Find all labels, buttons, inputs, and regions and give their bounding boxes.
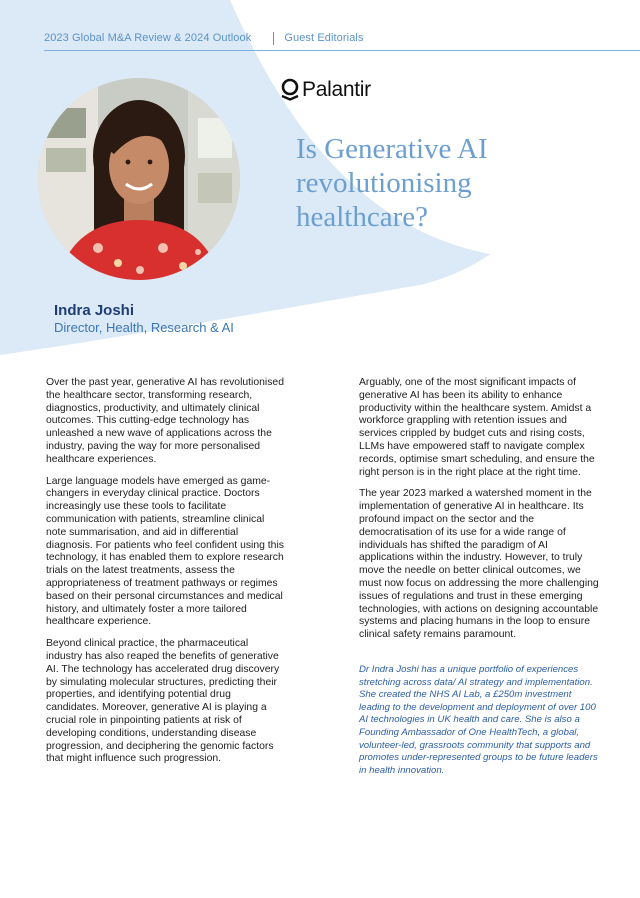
article-headline <box>296 132 596 234</box>
headline-line-1: Is Generative AI <box>296 133 488 165</box>
headline-line-2: revolutionising <box>296 167 472 199</box>
body-column-right <box>359 377 599 651</box>
section-title: Guest Editorials <box>284 32 364 44</box>
logo-wordmark: Palantir <box>302 78 371 101</box>
header-divider <box>273 32 274 45</box>
author-name: Indra Joshi <box>54 302 135 319</box>
running-header <box>44 30 364 46</box>
palantir-logo <box>280 78 371 102</box>
author-bio: Dr Indra Joshi has a unique portfolio of experiences stretching across data/ AI strategy and implementation. She created the NHS AI Lab, a £250m investment leading to the development and deployment of over 100 AI technologies in UK health and care. She is also a Founding Ambassador of One HealthTech, a global, volunteer-led, grassroots community that supports and promotes under-represented groups to be future leaders in health innovation. <box>359 664 598 776</box>
headline-line-3: healthcare? <box>296 201 429 233</box>
body-column-left <box>46 377 286 775</box>
body-paragraph: Arguably, one of the most significant impacts of generative AI has been its ability to enhance productivity within the healthcare system. Amidst a workforce grappling with retention issues and services crippled by budget cuts and rising costs, LLMs have empowered staff to navigate complex records, optimise smart scheduling, and ensure the right person is in the right place at the right time. <box>359 377 595 478</box>
body-paragraph: The year 2023 marked a watershed moment in the implementation of generative AI in healthcare. Its profound impact on the sector and the democratisation of its use for a wide range of individuals has shifted the paradigm of AI applications within the industry. However, to truly move the needle on better clinical outcomes, we must now focus on addressing the more challenging issues of regulations and trust in these emerging technologies, with actions on designing accountable systems and placing humans in the loop to ensure clinical safety remains paramount. <box>359 488 599 641</box>
author-role: Director, Health, Research & AI <box>54 320 234 335</box>
palantir-logo-icon <box>280 78 300 102</box>
body-paragraph: Beyond clinical practice, the pharmaceutical industry has also reaped the benefits of generative AI. The technology has accelerated drug discovery by simulating molecular structures, predicting their properties, and identifying potential drug candidates. Moreover, generative AI is playing a crucial role in pinpointing patients at risk of developing conditions, understanding disease progression, and deciphering the genomic factors that might influence such progression. <box>46 638 280 765</box>
publication-title: 2023 Global M&A Review & 2024 Outlook <box>44 32 252 44</box>
body-paragraph: Over the past year, generative AI has revolutionised the healthcare sector, transforming research, diagnostics, productivity, and ultimately clinical outcomes. This cutting-edge technology has unleashed a new wave of applications across the industry, paving the way for more personalised healthcare experiences. <box>46 377 284 465</box>
header-rule <box>44 50 640 51</box>
author-portrait <box>38 78 240 280</box>
body-paragraph: Large language models have emerged as game-changers in everyday clinical practice. Doctors increasingly use these tools to facilitate communication with patients, streamline clinical note summarisation, and aid in differential diagnosis. For patients who feel confident using this technology, it has enabled them to explore research trials on the latest treatments, assess the appropriateness of treatment pathways or regimes based on their personal circumstances and medical history, and ultimately foster a more tailored healthcare experience. <box>46 475 284 628</box>
